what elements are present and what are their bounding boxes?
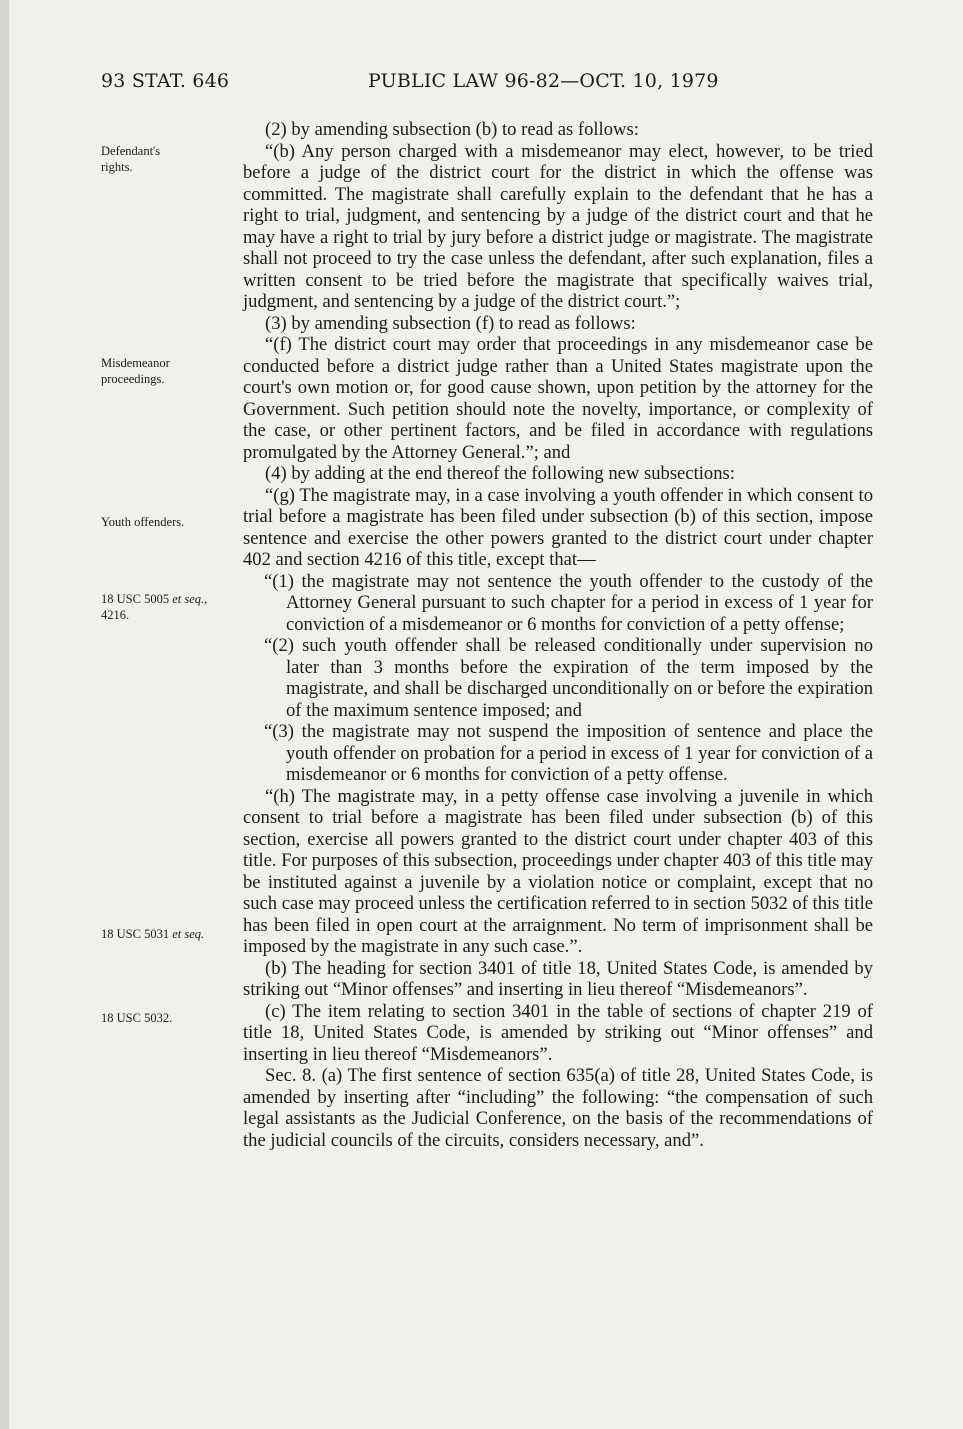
running-head: PUBLIC LAW 96-82—OCT. 10, 1979	[368, 70, 719, 92]
margin-note-18-usc-5031	[101, 926, 236, 942]
paragraph-subsection-g-text: “(g) The magistrate may, in a case involving a youth offender in which consent to trial before a magistrate has been filed under subsection (b) of this section, impose sentence and exercise the other powers granted to the district court under chapter 402 and section 4216 of this title, except that—	[243, 484, 873, 570]
paragraph-amend-subsection-f: (3) by amending subsection (f) to read as follows:	[265, 312, 636, 334]
margin-note-line: Misdemeanor	[101, 356, 170, 370]
margin-note-defendants-rights	[101, 143, 236, 175]
margin-note-misdemeanor-proceedings	[101, 355, 236, 387]
statute-page-number: 93 STAT. 646	[101, 70, 230, 92]
paragraph-clause-1: “(1) the magistrate may not sentence the youth offender to the custody of the Attorney General pursuant to such chapter for a period in excess of 1 year for conviction of a misdemeanor or 6 months for conviction of a petty offense;	[264, 570, 873, 635]
margin-note-line: Youth offenders.	[101, 515, 185, 529]
paragraph-subsection-h-text: “(h) The magistrate may, in a petty offense case involving a juvenile in which consent to trial before a magistrate has been filed under subsection (b) of this section, exercise all powers granted to the district court under chapter 403 of this title. For purposes of this subsection, proceedings under chapter 403 of this title may be instituted against a juvenile by a violation notice or complaint, except that no such case may proceed unless the certification referred to in section 5032 of this title has been filed in open court at the arraignment. No term of imprisonment shall be imposed by the magistrate in any such case.”.	[243, 785, 873, 957]
margin-note-18-usc-5032	[101, 1010, 236, 1026]
margin-note-line: Defendant's	[101, 144, 161, 158]
statute-body	[243, 119, 873, 1151]
citation-text: 18 USC 5005	[101, 592, 173, 606]
citation-italic: et seq.	[172, 592, 205, 606]
paragraph-section-8: Sec. 8. (a) The first sentence of section 635(a) of title 28, United States Code, is amended by inserting after “including” the following: “the compensation of such legal assistants as the Judicial Conference, on the basis of the recommendations of the judicial councils of the circuits, considers necessary, and”.	[243, 1065, 873, 1151]
paragraph-clause-2: “(2) such youth offender shall be released conditionally under supervision no later than 3 months before the expiration of the term imposed by the magistrate, and shall be discharged unconditionally on or before the expiration of the maximum sentence imposed; and	[264, 635, 873, 721]
paragraph-heading-amendment: (b) The heading for section 3401 of title 18, United States Code, is amended by striking out “Minor offenses” and inserting in lieu thereof “Misdemeanors”.	[243, 957, 873, 1000]
margin-note-line: rights.	[101, 160, 133, 174]
paragraph-subsection-b-text: “(b) Any person charged with a misdemeanor may elect, however, to be tried before a judge of the district court for the district in which the offense was committed. The magistrate shall carefully explain to the defendant that he has a right to trial, judgment, and sentencing by a judge of the district court and that he may have a right to trial by jury before a district judge or magistrate. The magistrate shall not proceed to try the case unless the defendant, after such explanation, files a written consent to be tried before the magistrate that specifically waives trial, judgment, and sentencing by a judge of the district court.”;	[243, 140, 873, 312]
page-edge	[0, 0, 9, 1429]
paragraph-add-new-subsections: (4) by adding at the end thereof the following new subsections:	[265, 463, 735, 484]
margin-note-youth-offenders	[101, 514, 236, 530]
paragraph-clause-3: “(3) the magistrate may not suspend the imposition of sentence and place the youth offender on probation for a period in excess of 1 year for conviction of a misdemeanor or 6 months for conviction of a petty offense.	[264, 721, 873, 785]
margin-note-line: proceedings.	[101, 372, 165, 386]
citation-tail: , 4216.	[101, 592, 208, 622]
citation-text: 18 USC 5031	[101, 927, 173, 941]
paragraph-subsection-f-text: “(f) The district court may order that proceedings in any misdemeanor case be conducted before a district judge rather than a United States magistrate upon the court's own motion or, for good cause shown, upon petition by the attorney for the Government. Such petition should note the novelty, importance, or complexity of the case, or other pertinent factors, and be filed in accordance with regulations promulgated by the Attorney General.”; and	[243, 334, 873, 463]
paragraph-table-amendment: (c) The item relating to section 3401 in the table of sections of chapter 219 of title 18, United States Code, is amended by striking out “Minor offenses” and inserting in lieu thereof “Misdemeanors”.	[243, 1000, 873, 1065]
margin-note-18-usc-5005	[101, 591, 236, 623]
margin-note-line: 18 USC 5032.	[101, 1011, 173, 1025]
paragraph-amend-subsection-b: (2) by amending subsection (b) to read as follows:	[265, 119, 639, 140]
citation-italic: et seq.	[172, 927, 205, 941]
